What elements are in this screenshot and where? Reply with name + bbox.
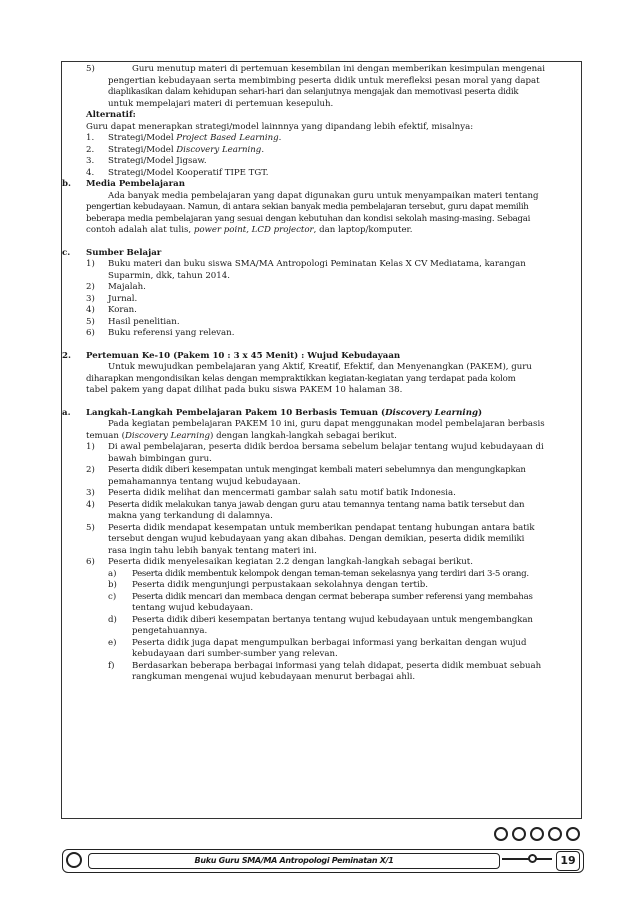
text-line <box>62 225 582 237</box>
text: Discovery Learning <box>385 407 478 418</box>
list-item <box>62 282 582 294</box>
item-label: 5) <box>86 64 95 74</box>
text: Strategi/Model <box>108 144 177 155</box>
text-line: Guru menutup materi di pertemuan kesembilan ini dengan memberikan kesimpulan mengenai <box>132 64 546 74</box>
item-label: 4) <box>86 499 95 510</box>
item-label: 2) <box>86 282 95 292</box>
text-line: diharapkan mengondisikan kelas dengan mempraktikkan kegiatan-kegiatan yang terdapat pada kolom <box>86 373 516 384</box>
section-label: c. <box>62 247 71 258</box>
text: Buku materi dan buku siswa SMA/MA Antropologi Peminatan Kelas X CV Mediatama, karangan <box>108 259 526 269</box>
text-line: Guru dapat menerapkan strategi/model lainnnya yang dipandang lebih efektif, misalnya: <box>86 121 474 132</box>
item-label: 2) <box>86 465 95 475</box>
text: Buku referensi yang relevan. <box>108 328 235 338</box>
text: Project Based Learning <box>176 133 279 143</box>
section-title: Pertemuan Ke-10 (Pakem 10 : 3 x 45 Menit) : Wujud Kebudayaan <box>86 350 401 361</box>
text-line: pengertian kebudayaan. Namun, di antara sekian banyak media pembelajaran tersebut, guru dapat memilih <box>86 202 529 212</box>
text-line: Ada banyak media pembelajaran yang dapat digunakan guru untuk menyampaikan materi tentang <box>108 190 539 201</box>
text-line: makna yang terkandung di dalamnya. <box>108 511 273 521</box>
text: Berdasarkan beberapa berbagai informasi yang telah didapat, peserta didik membuat sebuah <box>132 660 542 671</box>
circle-icon <box>548 827 562 841</box>
item-label: c) <box>108 591 117 602</box>
list-item <box>62 465 582 477</box>
document-body <box>62 64 582 684</box>
list-item <box>62 500 582 512</box>
text-line: beberapa media pembelajaran yang sesuai dengan kebutuhan dan kondisi sekolah masing-masing. Sebagai <box>86 213 531 224</box>
text: Strategi/Model Jigsaw. <box>108 156 207 166</box>
text-line: pengetahuannya. <box>132 626 208 636</box>
list-item <box>62 615 582 627</box>
list-item <box>62 638 582 650</box>
text: Discovery Learning <box>124 430 210 441</box>
text: Discovery Learning <box>176 144 262 155</box>
text: Peserta didik diberi kesempatan untuk mengingat kembali materi sebelumnya dan mengungkapkan <box>108 465 526 475</box>
text: Strategi/Model <box>108 133 177 143</box>
circle-icon <box>494 827 508 841</box>
circle-icon <box>566 827 580 841</box>
text: Majalah. <box>108 282 146 292</box>
text: ) dengan langkah-langkah sebagai berikut. <box>209 430 397 441</box>
list-item <box>62 592 582 604</box>
item-label: 6) <box>86 557 95 567</box>
text: , dan laptop/komputer. <box>313 225 413 235</box>
text: Peserta didik melihat dan mencermati gambar salah satu motif batik Indonesia. <box>108 488 456 498</box>
text: Di awal pembelajaran, peserta didik berdoa bersama sebelum belajar tentang wujud kebudayaan di <box>108 442 544 452</box>
item-label: 1) <box>86 259 95 269</box>
item-label: 3) <box>86 488 95 498</box>
item-label: 6) <box>86 328 95 338</box>
text: Peserta didik mengunjungi perpustakaan sekolahnya dengan tertib. <box>132 580 428 590</box>
section-title: Media Pembelajaran <box>86 179 185 189</box>
item-label: 1) <box>86 442 95 452</box>
list-item <box>62 156 582 168</box>
circle-icon <box>528 854 537 863</box>
text: Peserta didik diberi kesempatan bertanya tentang wujud kebudayaan untuk mengembangkan <box>132 614 533 625</box>
page-number: 19 <box>556 851 580 871</box>
list-item <box>62 328 582 340</box>
text: Peserta didik melakukan tanya jawab dengan guru atau temannya tentang nama batik tersebut dan <box>108 499 525 510</box>
text-line: untuk mempelajari materi di pertemuan kesepuluh. <box>108 98 334 109</box>
text: Peserta didik membentuk kelompok dengan teman-teman sekelasnya yang terdiri dari 3-5 orang. <box>132 568 529 579</box>
item-label: 2. <box>86 144 95 155</box>
list-item <box>62 145 582 157</box>
item-label: d) <box>108 614 117 625</box>
text-line: tabel pakem yang dapat dilihat pada buku siswa PAKEM 10 halaman 38. <box>86 385 403 395</box>
section-heading-langkah <box>62 408 582 420</box>
text: Peserta didik juga dapat mengumpulkan berbagai informasi yang berkaitan dengan wujud <box>132 637 527 648</box>
list-item <box>62 442 582 454</box>
text: Peserta didik menyelesaikan kegiatan 2.2 dengan langkah-langkah sebagai berikut. <box>108 557 473 567</box>
item-label: 5) <box>86 522 95 533</box>
connector-line <box>502 858 552 860</box>
item-label: 4. <box>86 167 95 178</box>
alternatif-heading: Alternatif: <box>86 110 136 120</box>
list-item <box>62 523 582 535</box>
list-item <box>62 168 582 180</box>
page-footer <box>62 846 582 876</box>
text-line: rangkuman mengenai wujud kebudayaan menurut berbagai ahli. <box>132 672 416 682</box>
list-item <box>62 64 582 76</box>
text-line <box>62 431 582 443</box>
text: . <box>278 133 282 143</box>
list-item <box>62 317 582 329</box>
item-label: a) <box>108 568 117 579</box>
text-line: tentang wujud kebudayaan. <box>132 603 254 613</box>
text: . <box>261 144 265 155</box>
text: temuan ( <box>86 430 125 441</box>
text: Koran. <box>108 305 137 315</box>
item-label: 4) <box>86 305 95 315</box>
book-title: Buku Guru SMA/MA Antropologi Peminatan X/1 <box>88 853 500 869</box>
text: power point, LCD projector <box>193 225 314 235</box>
circle-icon <box>530 827 544 841</box>
list-item <box>62 488 582 500</box>
text-line: pengertian kebudayaan serta membimbing peserta didik untuk merefleksi pesan moral yang dapat <box>108 75 540 86</box>
text: Hasil penelitian. <box>108 316 180 327</box>
item-label: 3) <box>86 293 95 304</box>
decorative-dots <box>494 827 580 841</box>
text: ) <box>477 407 483 418</box>
text-line: bawah bimbingan guru. <box>108 453 212 464</box>
text: Peserta didik mencari dan membaca dengan cermat beberapa sumber referensi yang membahas <box>132 591 533 602</box>
list-item <box>62 661 582 673</box>
list-item <box>62 557 582 569</box>
text: contoh adalah alat tulis, <box>86 225 194 235</box>
item-label: b) <box>108 580 117 590</box>
text-line: Untuk mewujudkan pembelajaran yang Aktif, Kreatif, Efektif, dan Menyenangkan (PAKEM), guru <box>108 362 532 372</box>
item-label: 3. <box>86 156 95 166</box>
list-item <box>62 580 582 592</box>
text-line: Suparmin, dkk, tahun 2014. <box>108 270 230 281</box>
text-line: tersebut dengan wujud kebudayaan yang akan dibahas. Dengan demikian, peserta didik memiliki <box>108 534 525 544</box>
item-label: f) <box>108 660 115 671</box>
circle-icon <box>512 827 526 841</box>
list-item <box>62 569 582 581</box>
list-item <box>62 305 582 317</box>
list-item <box>62 294 582 306</box>
section-label: a. <box>62 407 71 418</box>
text-line: kebudayaan dari sumber-sumber yang relevan. <box>132 649 338 659</box>
section-heading-media <box>62 179 582 191</box>
text: Langkah-Langkah Pembelajaran Pakem 10 Berbasis Temuan ( <box>86 407 386 418</box>
list-item <box>62 259 582 271</box>
section-title: Sumber Belajar <box>86 247 162 258</box>
circle-icon <box>66 852 82 868</box>
text-line: diaplikasikan dalam kehidupan sehari-hari dan selanjutnya mengajak dan memotivasi peserta didik <box>108 87 519 97</box>
text: Peserta didik mendapat kesempatan untuk memberikan pendapat tentang hubungan antara batik <box>108 522 535 533</box>
text: Strategi/Model Kooperatif TIPE TGT. <box>108 167 269 178</box>
item-label: 1. <box>86 133 95 143</box>
text-line: pemahamannya tentang wujud kebudayaan. <box>108 476 301 487</box>
list-item <box>62 133 582 145</box>
section-heading-sumber <box>62 248 582 260</box>
item-label: 5) <box>86 316 95 327</box>
text-line: rasa ingin tahu lebih banyak tentang materi ini. <box>108 545 317 556</box>
text-line: Pada kegiatan pembelajaran PAKEM 10 ini, guru dapat menggunakan model pembelajaran berbasis <box>108 419 545 429</box>
text: Jurnal. <box>108 293 138 304</box>
section-label: b. <box>62 179 72 189</box>
section-heading-pertemuan <box>62 351 582 363</box>
section-label: 2. <box>62 350 71 361</box>
item-label: e) <box>108 637 117 648</box>
